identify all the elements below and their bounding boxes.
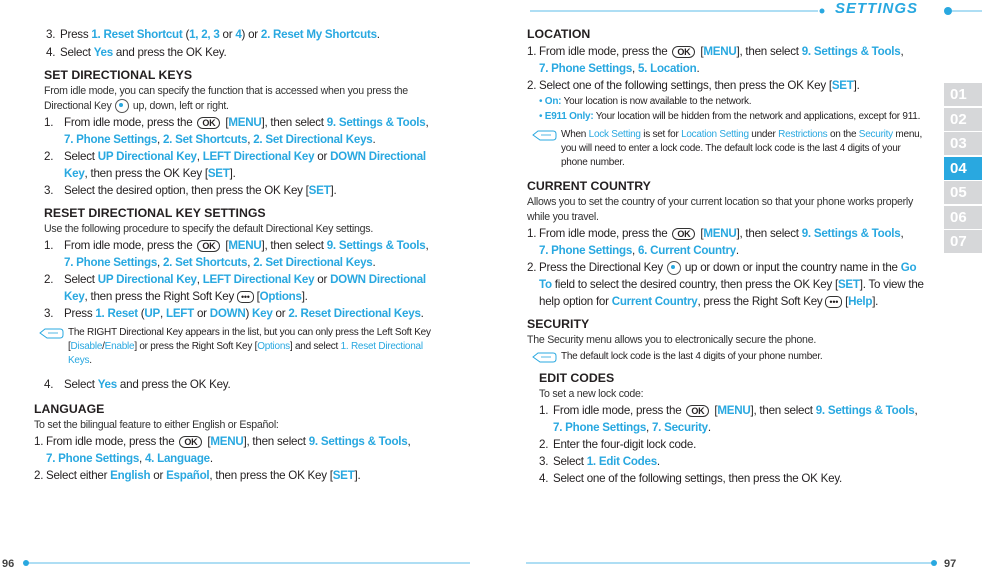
ok-key-icon: OK	[197, 117, 220, 129]
step: 2. Select UP Directional Key, LEFT Directional Key or DOWN Directional Key, then press the OK Key [SET].	[44, 150, 426, 180]
step: 4. Select one of the following settings, then press the OK Key.	[539, 472, 842, 485]
ok-key-icon: OK	[197, 240, 220, 252]
left-page-content	[34, 26, 454, 484]
ok-key-icon: OK	[672, 46, 695, 58]
ok-key-icon: OK	[686, 405, 709, 417]
description: The Security menu allows you to electronically secure the phone.	[527, 334, 817, 346]
step: 1. From idle mode, press the OK [MENU], then select 9. Settings & Tools, 7. Phone Settings, 5. Location.	[527, 45, 904, 75]
step: 2. Select one of the following settings, then press the OK Key [SET].	[527, 79, 860, 92]
step: 2. Select either English or Español, then press the OK Key [SET].	[34, 469, 361, 482]
ok-key-icon: OK	[672, 228, 695, 240]
step: 2. Press the Directional Key up or down or input the country name in the Go To field to select the desired country, then press the OK Key [SET]. To view the help option for Current Country, press the Right Soft Key ••• [Help].	[527, 261, 924, 308]
step: 3. Select 1. Edit Codes.	[539, 455, 660, 468]
step: 1. From idle mode, press the OK [MENU], then select 9. Settings & Tools, 7. Phone Settings, 2. Set Shortcuts, 2. Set Directional Keys.	[44, 239, 429, 269]
step: 3. Press 1. Reset (UP, LEFT or DOWN) Key or 2. Reset Directional Keys.	[44, 307, 424, 320]
heading-security: SECURITY	[527, 317, 590, 331]
chapter-tab-active[interactable]: 04	[944, 157, 982, 180]
description: To set a new lock code:	[539, 388, 644, 400]
chapter-tab[interactable]: 02	[944, 108, 982, 131]
heading-edit-codes: EDIT CODES	[539, 371, 615, 385]
directional-key-icon	[667, 261, 681, 275]
description: Allows you to set the country of your current location so that your phone works properly while you travel.	[527, 196, 914, 223]
note: The RIGHT Directional Key appears in the list, but you can only press the Left Soft Key [Disable/Enable] or press the Right Soft Key [Options] and select 1. Reset Directional Keys.	[34, 326, 454, 368]
heading-language: LANGUAGE	[34, 402, 105, 416]
step: 4. Select Yes and press the OK Key.	[44, 378, 231, 391]
chapter-tab[interactable]: 07	[944, 230, 982, 253]
note-icon	[531, 129, 557, 141]
step: 1. From idle mode, press the OK [MENU], then select 9. Settings & Tools, 7. Phone Settings, 4. Language.	[34, 435, 411, 465]
right-soft-key-icon: •••	[825, 296, 842, 308]
step: 2. Enter the four-digit lock code.	[539, 438, 697, 451]
bullet-item: • On: Your location is now available to the network.	[539, 96, 752, 107]
note: When Lock Setting is set for Location Setting under Restrictions on the Security menu, you will need to enter a lock code. The default lock code is the last 4 digits of your phone number.	[527, 128, 932, 170]
footer-ornament	[0, 555, 982, 571]
description: To set the bilingual feature to either English or Español:	[34, 419, 279, 431]
chapter-tab[interactable]: 01	[944, 83, 982, 106]
step: 3. Press 1. Reset Shortcut (1, 2, 3 or 4) or 2. Reset My Shortcuts.	[46, 28, 380, 41]
right-soft-key-icon: •••	[237, 291, 254, 303]
ok-key-icon: OK	[179, 436, 202, 448]
page-number-right: 97	[944, 558, 957, 570]
step: 1. From idle mode, press the OK [MENU], then select 9. Settings & Tools, 7. Phone Settings, 2. Set Shortcuts, 2. Set Directional Keys.	[44, 116, 429, 146]
chapter-tab[interactable]: 03	[944, 132, 982, 155]
step: 1. From idle mode, press the OK [MENU], then select 9. Settings & Tools, 7. Phone Settings, 7. Security.	[539, 404, 918, 434]
heading-set-directional-keys: SET DIRECTIONAL KEYS	[44, 68, 193, 82]
step: 2. Select UP Directional Key, LEFT Directional Key or DOWN Directional Key, then press the Right Soft Key ••• [Options].	[44, 273, 426, 303]
directional-key-icon	[115, 99, 129, 113]
section-title: SETTINGS	[832, 0, 921, 17]
note-icon	[531, 351, 557, 363]
step: 1. From idle mode, press the OK [MENU], then select 9. Settings & Tools, 7. Phone Settings, 6. Current Country.	[527, 227, 904, 257]
heading-reset-directional-key-settings: RESET DIRECTIONAL KEY SETTINGS	[44, 206, 266, 220]
chapter-tab[interactable]: 05	[944, 181, 982, 204]
step: 3. Select the desired option, then press the OK Key [SET].	[44, 184, 337, 197]
chapter-tabs	[944, 83, 982, 255]
note: The default lock code is the last 4 digits of your phone number.	[527, 350, 932, 364]
page-number-left: 96	[2, 558, 15, 570]
heading-current-country: CURRENT COUNTRY	[527, 179, 651, 193]
step: 4. Select Yes and press the OK Key.	[46, 46, 227, 59]
heading-location: LOCATION	[527, 27, 591, 41]
bullet-item: • E911 Only: Your location will be hidden from the network and applications, except for 911.	[539, 111, 921, 122]
chapter-tab[interactable]: 06	[944, 206, 982, 229]
right-page-content	[527, 26, 932, 487]
description: From idle mode, you can specify the function that is accessed when you press the Directional Key up, down, left or right.	[44, 85, 408, 112]
note-icon	[38, 327, 64, 339]
description: Use the following procedure to specify the default Directional Key settings.	[44, 223, 374, 235]
